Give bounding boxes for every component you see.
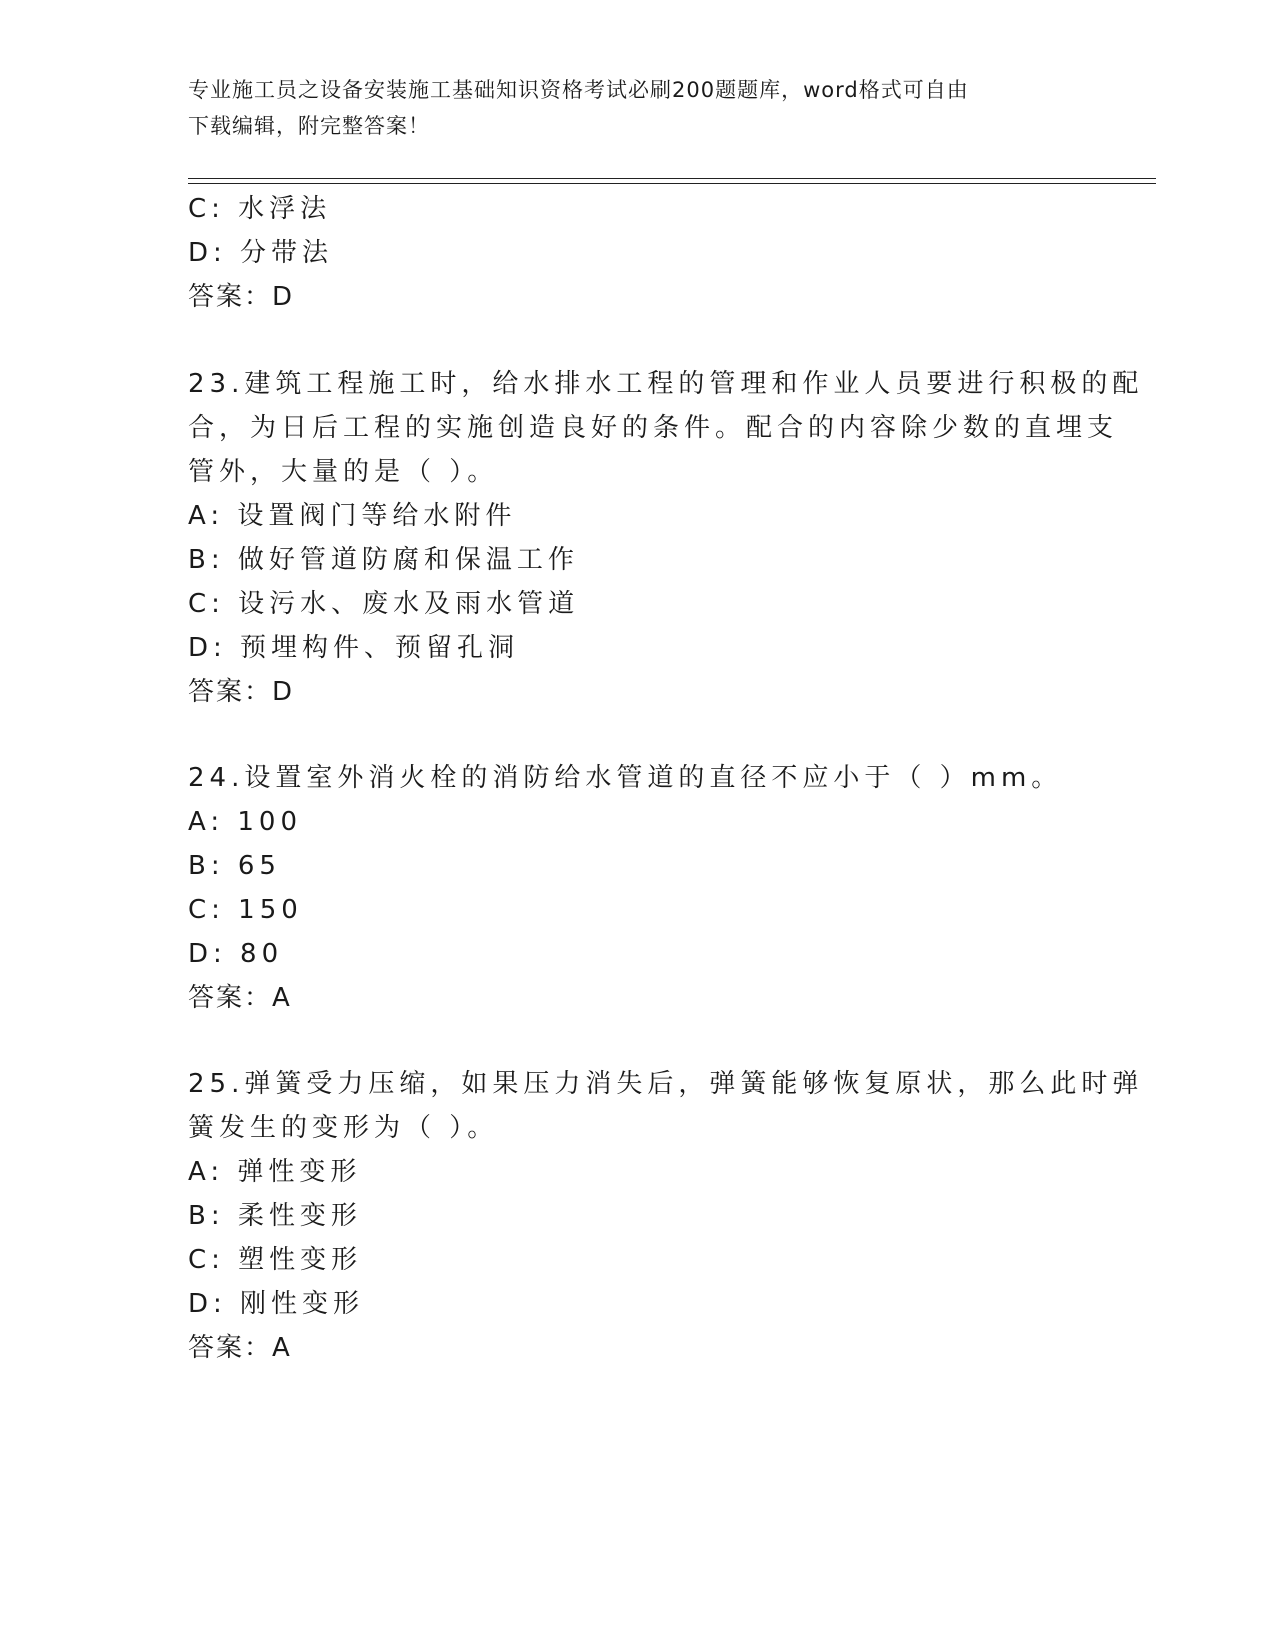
q24-stem-line-1: 24.设置室外消火栓的消防给水管道的直径不应小于（ ）mm。: [188, 763, 1063, 793]
q25-option-d: D: 刚性变形: [188, 1289, 365, 1319]
q22-option-d: D: 分带法: [188, 238, 334, 268]
q23-answer: 答案：D: [188, 677, 295, 707]
header-line-1: 专业施工员之设备安装施工基础知识资格考试必刷200题题库，word格式可自由: [188, 78, 969, 102]
q23-stem-line-3: 管外，大量的是（ ）。: [188, 457, 499, 487]
header-line-2: 下载编辑，附完整答案！: [188, 114, 430, 138]
q23-option-b: B: 做好管道防腐和保温工作: [188, 545, 579, 575]
q22-answer: 答案：D: [188, 282, 295, 312]
q22-option-c: C: 水浮法: [188, 194, 332, 224]
header-rule-top: [188, 178, 1156, 179]
q24-option-c: C: 150: [188, 895, 303, 925]
q24-answer: 答案：A: [188, 983, 292, 1013]
q23-option-c: C: 设污水、废水及雨水管道: [188, 589, 580, 619]
q25-option-a: A: 弹性变形: [188, 1157, 362, 1187]
header-rule-bottom: [188, 183, 1156, 184]
q25-option-c: C: 塑性变形: [188, 1245, 363, 1275]
q23-option-d: D: 预埋构件、预留孔洞: [188, 633, 520, 663]
q25-answer: 答案：A: [188, 1333, 292, 1363]
q24-option-d: D: 80: [188, 939, 284, 969]
q23-stem-line-2: 合，为日后工程的实施创造良好的条件。配合的内容除少数的直埋支: [188, 413, 1119, 443]
page-header: [188, 72, 1068, 144]
q25-stem-line-2: 簧发生的变形为（ ）。: [188, 1113, 499, 1143]
q25-stem-line-1: 25.弹簧受力压缩，如果压力消失后，弹簧能够恢复原状，那么此时弹: [188, 1069, 1144, 1099]
q23-stem-line-1: 23.建筑工程施工时，给水排水工程的管理和作业人员要进行积极的配: [188, 369, 1144, 399]
q25-option-b: B: 柔性变形: [188, 1201, 362, 1231]
q23-option-a: A: 设置阀门等给水附件: [188, 501, 517, 531]
q24-option-b: B: 65: [188, 851, 281, 881]
q24-option-a: A: 100: [188, 807, 302, 837]
